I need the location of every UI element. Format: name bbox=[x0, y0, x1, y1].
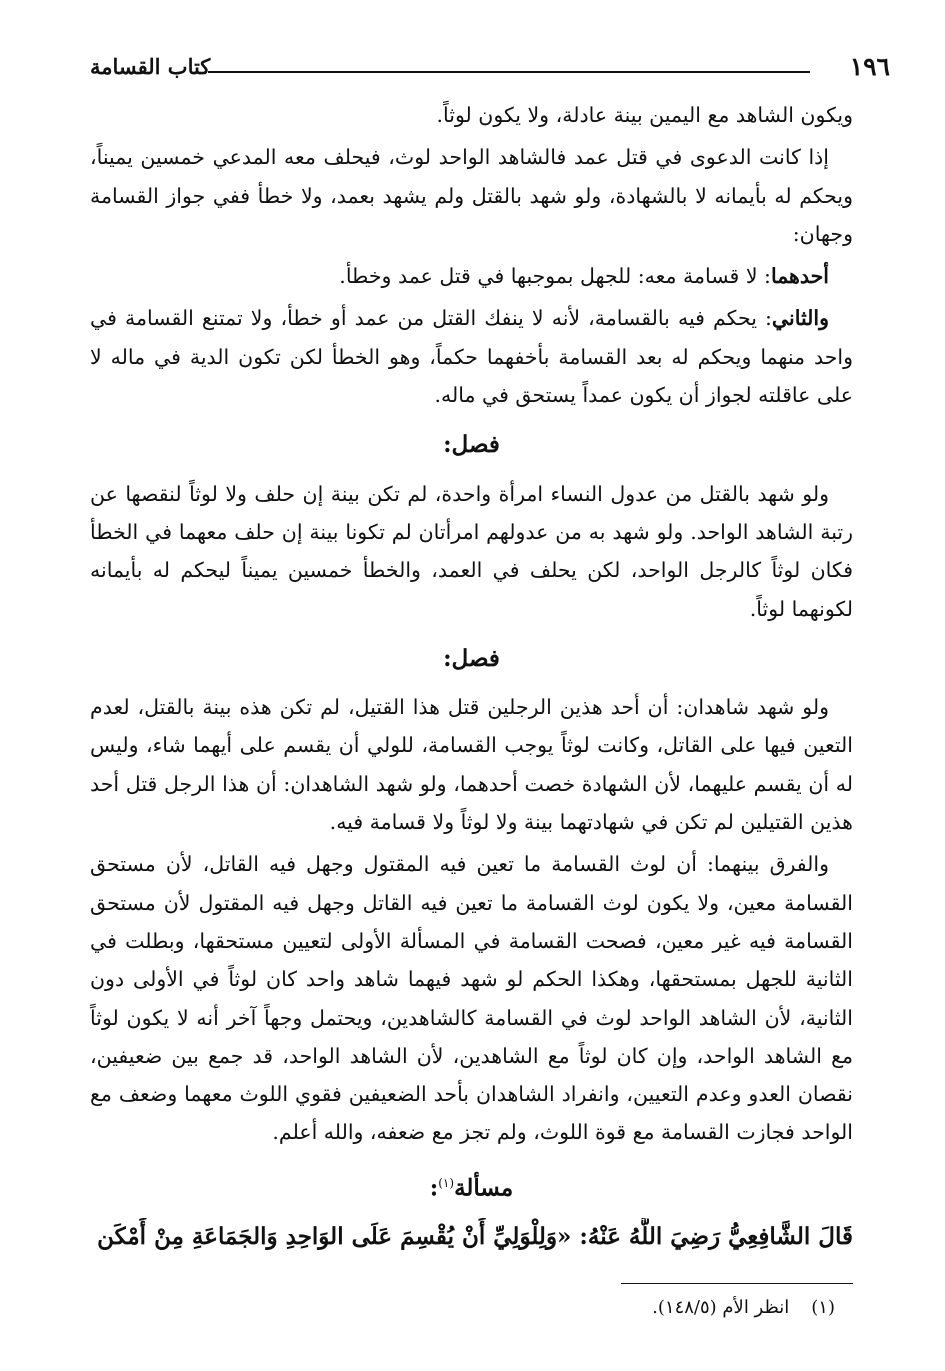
paragraph-text: : يحكم فيه بالقسامة، لأنه لا ينفك القتل من عمد أو خطأ، ولا تمتنع القسامة في واحد منهما ويحكم له بعد القسامة بأخفهما حكماً، وهو الخطأ لكن تكون الدية في ماله لا على عاقلته لجواز أن يكون عمداً يستحق في ماله. bbox=[90, 306, 853, 408]
paragraph: إذا كانت الدعوى في قتل عمد فالشاهد الواحد لوث، فيحلف معه المدعي خمسين يميناً، ويحكم له بأيمانه لا بالشهادة، ولو شهد بالقتل ولم يشهد بعمد، ولا خطأ ففي جواز القسامة وجهان: bbox=[90, 145, 853, 246]
footnote-marker: (١) bbox=[438, 1175, 455, 1190]
footnote bbox=[652, 1297, 835, 1318]
footnote-rule bbox=[621, 1283, 853, 1284]
paragraph: والفرق بينهما: أن لوث القسامة ما تعين فيه المقتول وجهل فيه القاتل، لأن مستحق القسامة معين، ولا يكون لوث القسامة ما تعين فيه القاتل وجهل فيه المقتول لأن مستحق القسامة فيه غير معين، فصحت القسامة في المسألة الأولى لتعيين مستحقها، وبطلت في الثانية للجهل بمستحقها، وهكذا الحكم لو شهد فيهما شاهد واحد كان لوثاً في الأولى دون الثانية، لأن الشاهد الواحد لوث في القسامة كالشاهدين، ويحتمل وجهاً آخر أنه لا يكون لوثاً مع الشاهد الواحد، وإن كان لوثاً مع الشاهدين، لأن الشاهد الواحد، قد جمع بين ضعيفين، نقصان العدو وعدم التعيين، وانفراد الشاهدان بأحد الضعيفين فقوي اللوث معهما وضعف مع الواحد فجازت القسامة مع قوة اللوث، ولم تجز مع ضعفه، والله أعلم. bbox=[90, 852, 853, 1145]
issue-heading bbox=[90, 1164, 853, 1208]
main-text bbox=[90, 96, 853, 1256]
paragraph bbox=[90, 299, 853, 414]
page-header bbox=[90, 52, 890, 88]
section-heading: فصل: bbox=[443, 431, 500, 459]
paragraph: ويكون الشاهد مع اليمين بينة عادلة، ولا يكون لوثاً. bbox=[436, 103, 853, 127]
section-heading: فصل: bbox=[443, 644, 500, 672]
paragraph: ولو شهد بالقتل من عدول النساء امرأة واحدة، لم تكن بينة إن حلف ولا لوثاً لنقصها عن رتبة الشاهد الواحد. ولو شهد به من عدولهم امرأتان لم تكونا بينة إن حلف معهما في الخطأ فكان لوثاً كالرجل الواحد، لكن يحلف في العمد، والخطأ خمسين يميناً ليحكم له بأيمانه لكونهما لوثاً. bbox=[90, 481, 853, 621]
footnote-text: انظر الأم (١٤٨/٥). bbox=[652, 1297, 790, 1318]
footnote-number: (١) bbox=[811, 1297, 835, 1318]
paragraph-lead: والثاني bbox=[771, 306, 829, 331]
issue-heading-colon: : bbox=[429, 1174, 439, 1202]
page-number: ١٩٦ bbox=[849, 52, 890, 81]
running-title: كتاب القسامة bbox=[90, 54, 211, 79]
paragraph: ولو شهد شاهدان: أن أحد هذين الرجلين قتل هذا القتيل، لم تكن هذه بينة بالقتل، لعدم التعين فيها على القاتل، وكانت لوثاً يوجب القسامة، للولي أن يقسم على أيهما شاء، وليس له أن يقسم عليهما، لأن الشهادة خصت أحدهما، ولو شهد الشاهدان: أن هذا الرجل قتل أحد هذين القتيلين لم تكن في شهادتهما بينة ولا لوثاً ولا قسامة فيه. bbox=[90, 695, 853, 835]
paragraph-lead: أحدهما bbox=[770, 264, 829, 289]
paragraph-text: : لا قسامة معه: للجهل بموجبها في قتل عمد وخطأ. bbox=[339, 264, 771, 289]
header-rule bbox=[208, 71, 810, 73]
shafii-quote: قَالَ الشَّافِعِيُّ رَضِيَ اللَّهُ عَنْهُ: «وَلِلْوَلِيِّ أَنْ يُقْسِمَ عَلَى الوَاحِدِ وَالجَمَاعَةِ مِنْ أَمْكَن bbox=[97, 1222, 853, 1250]
issue-heading-text: مسألة bbox=[454, 1174, 514, 1202]
paragraph bbox=[90, 257, 853, 295]
